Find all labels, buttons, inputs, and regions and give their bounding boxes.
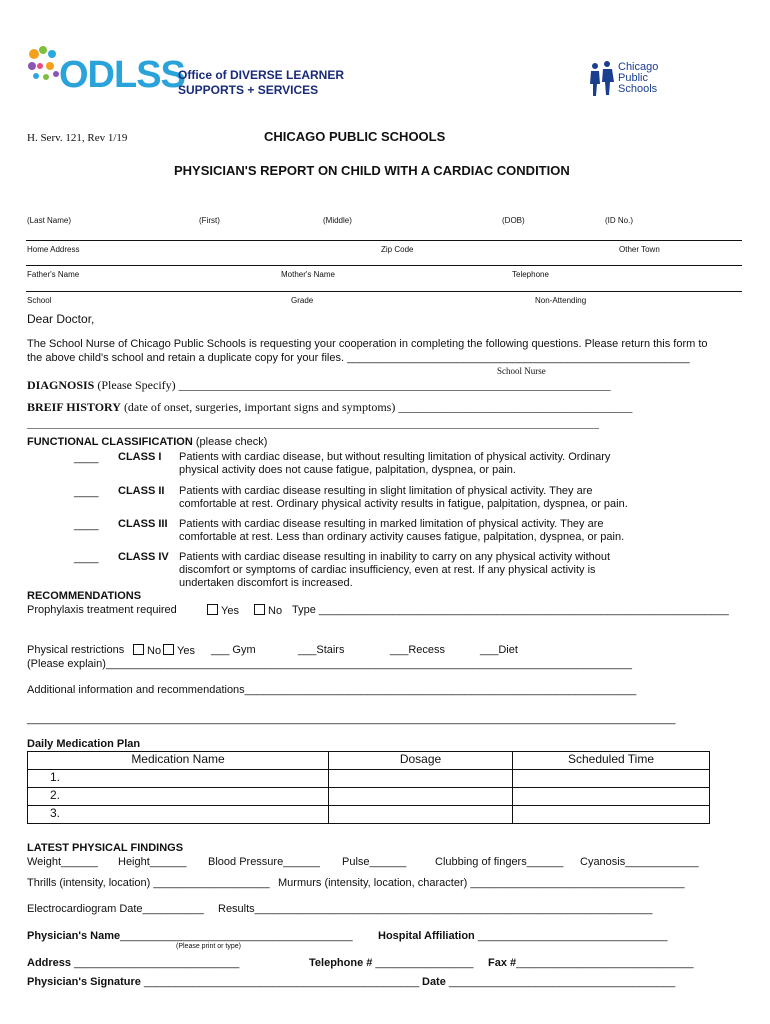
telephone-field-label: Telephone # bbox=[309, 957, 373, 969]
clubbing-field[interactable]: Clubbing of fingers______ bbox=[435, 856, 564, 868]
grade-label: Grade bbox=[291, 296, 314, 305]
address-line[interactable]: ___________________________ bbox=[71, 957, 240, 969]
home-address-label: Home Address bbox=[27, 245, 80, 254]
additional-info-line2[interactable]: __________________________________________________________________________________________________________ bbox=[27, 713, 676, 725]
dosage-cell[interactable] bbox=[329, 770, 513, 788]
letter-body-line2: the above child's school and retain a duplicate copy for your files. ________________________________________________________ bbox=[27, 352, 690, 364]
fax-label: Fax # bbox=[488, 957, 517, 969]
restrictions-no[interactable] bbox=[133, 644, 161, 657]
office-logo-line1: Office of DIVERSE LEARNER bbox=[178, 68, 345, 82]
field-line-1[interactable] bbox=[26, 240, 742, 241]
prophylaxis-type[interactable]: Type ___________________________________________________________________ bbox=[292, 604, 729, 616]
medication-row-number[interactable] bbox=[28, 806, 329, 824]
hospital-label: Hospital Affiliation bbox=[378, 930, 475, 942]
dosage-header: Dosage bbox=[329, 752, 513, 770]
height-field[interactable]: Height______ bbox=[118, 856, 187, 868]
fathers-name-label: Father's Name bbox=[27, 270, 80, 279]
ecg-date-field[interactable]: Electrocardiogram Date__________ bbox=[27, 903, 204, 915]
physician-name-row[interactable] bbox=[27, 930, 353, 942]
class-4-checkbox[interactable]: ____ bbox=[74, 552, 99, 564]
odlss-logo bbox=[26, 44, 185, 104]
dob-label: (DOB) bbox=[502, 216, 525, 225]
first-name-label: (First) bbox=[199, 216, 220, 225]
signature-row[interactable] bbox=[27, 976, 419, 988]
murmurs-field[interactable]: Murmurs (intensity, location, character) ___________________________________ bbox=[278, 877, 685, 889]
medication-row-number[interactable] bbox=[28, 770, 329, 788]
cyanosis-field[interactable]: Cyanosis____________ bbox=[580, 856, 699, 868]
functional-label: FUNCTIONAL CLASSIFICATION bbox=[27, 436, 193, 448]
office-logo-line2: SUPPORTS + SERVICES bbox=[178, 83, 319, 97]
class-2-label: CLASS II bbox=[118, 485, 165, 497]
diagnosis-row[interactable] bbox=[27, 378, 611, 393]
medication-table bbox=[27, 751, 710, 824]
blood-pressure-field[interactable]: Blood Pressure______ bbox=[208, 856, 320, 868]
date-line[interactable]: _____________________________________ bbox=[445, 976, 676, 988]
diagnosis-label: DIAGNOSIS bbox=[27, 378, 95, 392]
history-row[interactable] bbox=[27, 400, 632, 415]
middle-name-label: (Middle) bbox=[323, 216, 352, 225]
diagnosis-hint: (Please Specify) ________________________________________________________________________ bbox=[94, 378, 611, 392]
restrictions-yes-checkbox[interactable] bbox=[163, 644, 174, 655]
mothers-name-label: Mother's Name bbox=[281, 270, 335, 279]
class-1-label: CLASS I bbox=[118, 451, 162, 463]
stairs-option[interactable]: ___Stairs bbox=[298, 644, 345, 656]
salutation: Dear Doctor, bbox=[27, 312, 95, 326]
date-row[interactable] bbox=[422, 976, 675, 988]
signature-label: Physician's Signature bbox=[27, 976, 141, 988]
address-label: Address bbox=[27, 957, 72, 969]
recommendations-heading: RECOMMENDATIONS bbox=[27, 590, 142, 602]
telephone-row[interactable] bbox=[309, 957, 473, 969]
class-4-text: Patients with cardiac disease resulting in inability to carry on any physical activity without discomfort or symptoms of cardiac insufficiency, even at rest. If any physical activity is undertaken discomfort is increased. bbox=[179, 551, 611, 589]
school-label: School bbox=[27, 296, 52, 305]
telephone-line[interactable]: ________________ bbox=[372, 957, 474, 969]
page-title: PHYSICIAN'S REPORT ON CHILD WITH A CARDIAC CONDITION bbox=[174, 163, 570, 178]
scheduled-time-cell[interactable] bbox=[513, 788, 710, 806]
thrills-field[interactable]: Thrills (intensity, location) ___________________ bbox=[27, 877, 270, 889]
cps-logo-line1: Chicago bbox=[618, 61, 659, 73]
functional-heading bbox=[27, 436, 267, 448]
odlss-logo-text: ODLSS bbox=[59, 54, 185, 96]
gym-option[interactable]: ___ Gym bbox=[211, 644, 256, 656]
history-hint: (date of onset, surgeries, important signs and symptoms) _______________________________________ bbox=[120, 400, 633, 414]
history-label: BREIF HISTORY bbox=[27, 400, 121, 414]
cps-logo-figures-icon bbox=[586, 58, 618, 98]
telephone-label: Telephone bbox=[512, 270, 549, 279]
findings-heading: LATEST PHYSICAL FINDINGS bbox=[27, 842, 184, 854]
medication-row[interactable] bbox=[28, 770, 710, 788]
prophylaxis-no-label: No bbox=[268, 605, 283, 617]
medication-row[interactable] bbox=[28, 788, 710, 806]
class-1-text: Patients with cardiac disease, but without resulting limitation of physical activity. Ordinary physical activity does not cause fatigue, palpitation, dyspnea, or pain. bbox=[179, 451, 611, 476]
fax-row[interactable] bbox=[488, 957, 694, 969]
class-2-text: Patients with cardiac disease resulting in slight limitation of physical activity. They are comfortable at rest. Ordinary physical activity results in fatigue, palpitation, dyspnea, or pain. bbox=[179, 485, 628, 510]
medication-row[interactable] bbox=[28, 806, 710, 824]
medication-row-number-text: 3. bbox=[50, 806, 61, 820]
scheduled-time-cell[interactable] bbox=[513, 770, 710, 788]
results-field[interactable]: Results_________________________________________________________________ bbox=[218, 903, 653, 915]
zip-code-label: Zip Code bbox=[381, 245, 414, 254]
signature-line[interactable]: _____________________________________________ bbox=[140, 976, 420, 988]
medication-heading: Daily Medication Plan bbox=[27, 738, 141, 750]
restrictions-no-checkbox[interactable] bbox=[133, 644, 144, 655]
org-name: CHICAGO PUBLIC SCHOOLS bbox=[264, 129, 446, 144]
letter-body-line1: The School Nurse of Chicago Public Schools is requesting your cooperation in completing the following questions. Please return this form to bbox=[27, 338, 708, 350]
other-town-label: Other Town bbox=[619, 245, 660, 254]
restrictions-yes[interactable] bbox=[163, 644, 195, 657]
class-3-text: Patients with cardiac disease resulting in marked limitation of physical activity. They are comfortable at rest. Less than ordinary activity causes fatigue, palpitation, dyspnea, or pain. bbox=[179, 518, 625, 543]
restrictions-no-label: No bbox=[147, 645, 162, 657]
field-line-3[interactable] bbox=[26, 291, 742, 292]
class-1-checkbox[interactable]: ____ bbox=[74, 452, 99, 464]
explain-field[interactable]: (Please explain)______________________________________________________________________________________ bbox=[27, 658, 632, 670]
prophylaxis-yes[interactable] bbox=[207, 604, 239, 617]
last-name-label: (Last Name) bbox=[27, 216, 72, 225]
medication-row-number-text: 2. bbox=[50, 788, 61, 802]
prophylaxis-no-checkbox[interactable] bbox=[254, 604, 265, 615]
non-attending-label: Non-Attending bbox=[535, 296, 587, 305]
prophylaxis-yes-label: Yes bbox=[221, 605, 239, 617]
prophylaxis-no[interactable] bbox=[254, 604, 282, 617]
scheduled-time-header: Scheduled Time bbox=[513, 752, 710, 770]
diet-option[interactable]: ___Diet bbox=[480, 644, 518, 656]
restrictions-yes-label: Yes bbox=[177, 645, 195, 657]
dosage-cell[interactable] bbox=[329, 806, 513, 824]
form-code: H. Serv. 121, Rev 1/19 bbox=[27, 132, 128, 144]
class-3-checkbox[interactable]: ____ bbox=[74, 519, 99, 531]
dosage-cell[interactable] bbox=[329, 788, 513, 806]
pulse-field[interactable]: Pulse______ bbox=[342, 856, 407, 868]
prophylaxis-yes-checkbox[interactable] bbox=[207, 604, 218, 615]
cps-logo-line3: Schools bbox=[618, 83, 658, 95]
class-2-checkbox[interactable]: ____ bbox=[74, 486, 99, 498]
weight-field[interactable]: Weight______ bbox=[27, 856, 98, 868]
recess-option[interactable]: ___Recess bbox=[390, 644, 446, 656]
medication-header-row bbox=[28, 752, 710, 770]
additional-info-field[interactable]: Additional information and recommendations________________________________________________________________ bbox=[27, 684, 637, 696]
cps-logo-text bbox=[618, 62, 658, 95]
physician-name-label: Physician's Name bbox=[27, 930, 121, 942]
class-3-label: CLASS III bbox=[118, 518, 168, 530]
field-line-2[interactable] bbox=[26, 265, 742, 266]
medication-name-header: Medication Name bbox=[28, 752, 329, 770]
hospital-line[interactable]: _______________________________ bbox=[474, 930, 668, 942]
school-nurse-label: School Nurse bbox=[497, 366, 546, 376]
cps-logo bbox=[586, 58, 666, 100]
scheduled-time-cell[interactable] bbox=[513, 806, 710, 824]
office-logo-text bbox=[178, 68, 344, 98]
address-row[interactable] bbox=[27, 957, 239, 969]
please-print-hint: (Please print or type) bbox=[176, 943, 241, 950]
cps-logo-line2: Public bbox=[618, 72, 648, 84]
prophylaxis-label: Prophylaxis treatment required bbox=[27, 604, 177, 616]
functional-hint: (please check) bbox=[192, 436, 268, 448]
id-no-label: (ID No.) bbox=[605, 216, 633, 225]
hospital-row[interactable] bbox=[378, 930, 667, 942]
class-4-label: CLASS IV bbox=[118, 551, 169, 563]
medication-row-number[interactable] bbox=[28, 788, 329, 806]
medication-row-number-text: 1. bbox=[50, 770, 61, 784]
physician-name-line[interactable]: ______________________________________ bbox=[120, 930, 353, 942]
date-label: Date bbox=[422, 976, 446, 988]
fax-line[interactable]: _____________________________ bbox=[516, 957, 694, 969]
restrictions-label: Physical restrictions bbox=[27, 644, 125, 656]
history-line2[interactable]: ________________________________________________________________________________________________________ bbox=[27, 418, 599, 430]
